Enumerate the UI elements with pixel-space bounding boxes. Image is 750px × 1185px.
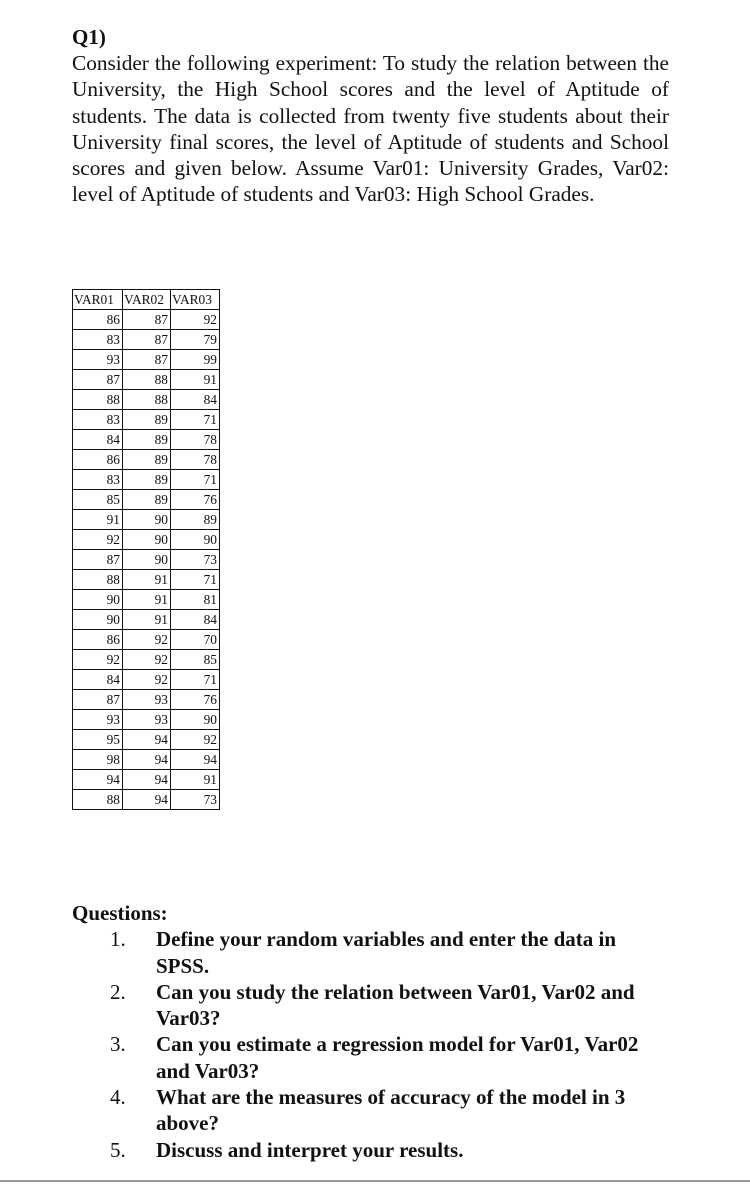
table-cell-var03: 76 [171,690,220,710]
column-header-var01: VAR01 [73,290,123,310]
table-cell-var01: 83 [73,410,123,430]
table-cell-var01: 85 [73,490,123,510]
table-cell-var02: 89 [123,450,171,470]
table-cell-var01: 88 [73,790,123,810]
questions-section [72,900,672,1163]
question-item [72,1031,672,1084]
table-cell-var01: 93 [73,710,123,730]
data-table [72,289,220,810]
table-cell-var02: 91 [123,610,171,630]
question-text: Define your random variables and enter the data in SPSS. [156,927,617,978]
table-row [73,370,220,390]
table-row [73,530,220,550]
question-number: 1. [110,927,126,952]
table-cell-var01: 84 [73,670,123,690]
table-cell-var02: 91 [123,570,171,590]
table-row [73,790,220,810]
question-number: 3. [110,1032,126,1057]
question-number: 4. [110,1085,126,1110]
table-cell-var01: 86 [73,630,123,650]
table-cell-var01: 92 [73,650,123,670]
table-cell-var03: 73 [171,550,220,570]
table-cell-var02: 94 [123,770,171,790]
table-cell-var03: 90 [171,530,220,550]
table-cell-var01: 86 [73,450,123,470]
table-cell-var03: 89 [171,510,220,530]
table-row [73,750,220,770]
table-cell-var02: 90 [123,530,171,550]
table-cell-var03: 79 [171,330,220,350]
table-row [73,330,220,350]
table-row [73,510,220,530]
table-cell-var03: 84 [171,610,220,630]
question-item [72,1137,672,1163]
table-body [73,310,220,810]
table-cell-var03: 73 [171,790,220,810]
table-cell-var03: 91 [171,370,220,390]
table-cell-var03: 78 [171,430,220,450]
table-header-row [73,290,220,310]
table-row [73,410,220,430]
question-text: Can you estimate a regression model for Var01, Var02 and Var03? [156,1032,639,1083]
table-row [73,550,220,570]
table-cell-var03: 78 [171,450,220,470]
table-cell-var02: 91 [123,590,171,610]
table-cell-var02: 93 [123,710,171,730]
table-cell-var01: 87 [73,370,123,390]
table-cell-var02: 87 [123,310,171,330]
table-cell-var03: 71 [171,570,220,590]
question-heading: Q1) [72,25,106,49]
intro-paragraph: Consider the following experiment: To study the relation between the University, the High School scores and the level of Aptitude of students. The data is collected from twenty five students about their University final scores, the level of Aptitude of students and School scores and given below. Assume Var01: University Grades, Var02: level of Aptitude of students and Var03: High School Grades. [72,51,669,207]
table-cell-var01: 87 [73,690,123,710]
table-cell-var03: 99 [171,350,220,370]
table-cell-var01: 93 [73,350,123,370]
table-cell-var01: 98 [73,750,123,770]
table-cell-var01: 83 [73,470,123,490]
table-cell-var02: 89 [123,430,171,450]
table-row [73,630,220,650]
question-text: What are the measures of accuracy of the model in 3 above? [156,1085,626,1136]
table-cell-var02: 89 [123,490,171,510]
table-cell-var02: 92 [123,630,171,650]
table-cell-var02: 93 [123,690,171,710]
questions-heading: Questions: [72,901,168,925]
column-header-var03: VAR03 [171,290,220,310]
table-cell-var01: 83 [73,330,123,350]
table-cell-var03: 94 [171,750,220,770]
table-cell-var01: 86 [73,310,123,330]
table-cell-var02: 90 [123,510,171,530]
table-row [73,470,220,490]
table-cell-var02: 92 [123,650,171,670]
table-row [73,730,220,750]
table-cell-var02: 88 [123,390,171,410]
table-cell-var01: 90 [73,590,123,610]
table-cell-var01: 88 [73,570,123,590]
table-cell-var03: 71 [171,670,220,690]
question-text: Discuss and interpret your results. [156,1137,464,1162]
table-cell-var02: 90 [123,550,171,570]
table-row [73,610,220,630]
table-cell-var01: 84 [73,430,123,450]
table-row [73,490,220,510]
question-number: 2. [110,979,126,1004]
table-cell-var03: 92 [171,310,220,330]
table-row [73,590,220,610]
table-cell-var03: 84 [171,390,220,410]
table-cell-var02: 89 [123,410,171,430]
table-cell-var03: 92 [171,730,220,750]
table-cell-var02: 94 [123,730,171,750]
question-item [72,979,672,1032]
table-cell-var01: 90 [73,610,123,630]
table-cell-var02: 89 [123,470,171,490]
table-cell-var02: 87 [123,350,171,370]
table-row [73,670,220,690]
table-cell-var01: 92 [73,530,123,550]
table-cell-var03: 71 [171,410,220,430]
table-cell-var02: 92 [123,670,171,690]
table-cell-var01: 91 [73,510,123,530]
table-cell-var01: 88 [73,390,123,410]
table-row [73,690,220,710]
table-cell-var01: 87 [73,550,123,570]
table-row [73,650,220,670]
table-cell-var03: 81 [171,590,220,610]
table-row [73,310,220,330]
table-cell-var02: 94 [123,790,171,810]
column-header-var02: VAR02 [123,290,171,310]
question-item [72,1084,672,1137]
table-row [73,710,220,730]
table-row [73,450,220,470]
table-cell-var03: 71 [171,470,220,490]
table-row [73,390,220,410]
table-row [73,350,220,370]
question-number: 5. [110,1137,126,1162]
table-row [73,770,220,790]
table-cell-var03: 91 [171,770,220,790]
table-cell-var01: 95 [73,730,123,750]
table-cell-var02: 88 [123,370,171,390]
table-cell-var03: 70 [171,630,220,650]
table-cell-var03: 85 [171,650,220,670]
question-text: Can you study the relation between Var01, Var02 and Var03? [156,979,635,1031]
table-cell-var02: 94 [123,750,171,770]
page-bottom-divider [0,1180,750,1182]
table-cell-var03: 76 [171,490,220,510]
question-list [72,926,672,1163]
question-item [72,926,672,979]
table-cell-var02: 87 [123,330,171,350]
table-row [73,570,220,590]
table-row [73,430,220,450]
table-cell-var03: 90 [171,710,220,730]
table-cell-var01: 94 [73,770,123,790]
